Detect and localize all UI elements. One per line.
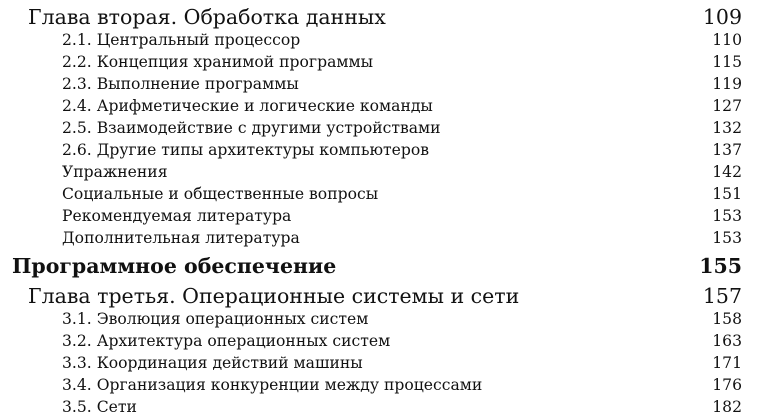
toc-entry-title: 2.3. Выполнение программы — [62, 75, 299, 93]
toc-entry-page: 176 — [712, 376, 742, 394]
toc-entry-title: 2.5. Взаимодействие с другими устройствами — [62, 119, 441, 137]
toc-entry-title: 3.2. Архитектура операционных систем — [62, 332, 391, 350]
toc-entry-title: 3.1. Эволюция операционных систем — [62, 310, 369, 328]
chapter-heading — [28, 283, 742, 309]
toc-entry — [62, 29, 742, 51]
toc-entry — [62, 183, 742, 205]
toc-entry — [62, 139, 742, 161]
toc-entry-title: Упражнения — [62, 163, 168, 181]
toc-entry — [62, 308, 742, 330]
part-page-number: 155 — [699, 254, 742, 278]
toc-entry-title: Социальные и общественные вопросы — [62, 185, 379, 203]
toc-entry-page: 153 — [712, 229, 742, 247]
chapter-page-number: 157 — [702, 284, 742, 308]
chapter-title: Глава вторая. Обработка данных — [28, 5, 386, 29]
toc-entry-page: 110 — [712, 31, 742, 49]
toc-entry — [62, 374, 742, 396]
toc-entry — [62, 227, 742, 249]
toc-entry — [62, 161, 742, 183]
toc-entry-title: 2.2. Концепция хранимой программы — [62, 53, 374, 71]
toc-entry-title: 2.4. Арифметические и логические команды — [62, 97, 433, 115]
toc-entry-title: 2.6. Другие типы архитектуры компьютеров — [62, 141, 430, 159]
toc-entry-page: 171 — [712, 354, 742, 372]
chapter-page-number: 109 — [702, 5, 742, 29]
toc-entry-page: 182 — [712, 398, 742, 416]
chapter-title: Глава третья. Операционные системы и сети — [28, 284, 520, 308]
toc-entry-page: 137 — [712, 141, 742, 159]
chapter-heading — [28, 4, 742, 30]
toc-entry-title: 3.5. Сети — [62, 398, 137, 416]
toc-entry — [62, 95, 742, 117]
toc-entry — [62, 73, 742, 95]
part-title: Программное обеспечение — [12, 254, 337, 278]
part-heading — [12, 253, 742, 279]
toc-entry — [62, 205, 742, 227]
toc-entry-title: 3.3. Координация действий машины — [62, 354, 363, 372]
toc-entry-title: 3.4. Организация конкуренции между процессами — [62, 376, 483, 394]
toc-entry-page: 163 — [712, 332, 742, 350]
toc-entry-page: 119 — [712, 75, 742, 93]
toc-entry-page: 127 — [712, 97, 742, 115]
toc-entry-title: Рекомендуемая литература — [62, 207, 292, 225]
toc-entry — [62, 330, 742, 352]
toc-entry — [62, 352, 742, 374]
toc-entry — [62, 117, 742, 139]
toc-entry-page: 158 — [712, 310, 742, 328]
toc-entry-page: 151 — [712, 185, 742, 203]
toc-entry-title: Дополнительная литература — [62, 229, 300, 247]
toc-entry-page: 142 — [712, 163, 742, 181]
toc-entry-title: 2.1. Центральный процессор — [62, 31, 301, 49]
toc-entry-page: 153 — [712, 207, 742, 225]
toc-entry — [62, 396, 742, 418]
toc-entry — [62, 51, 742, 73]
toc-entry-page: 115 — [712, 53, 742, 71]
toc-entry-page: 132 — [712, 119, 742, 137]
